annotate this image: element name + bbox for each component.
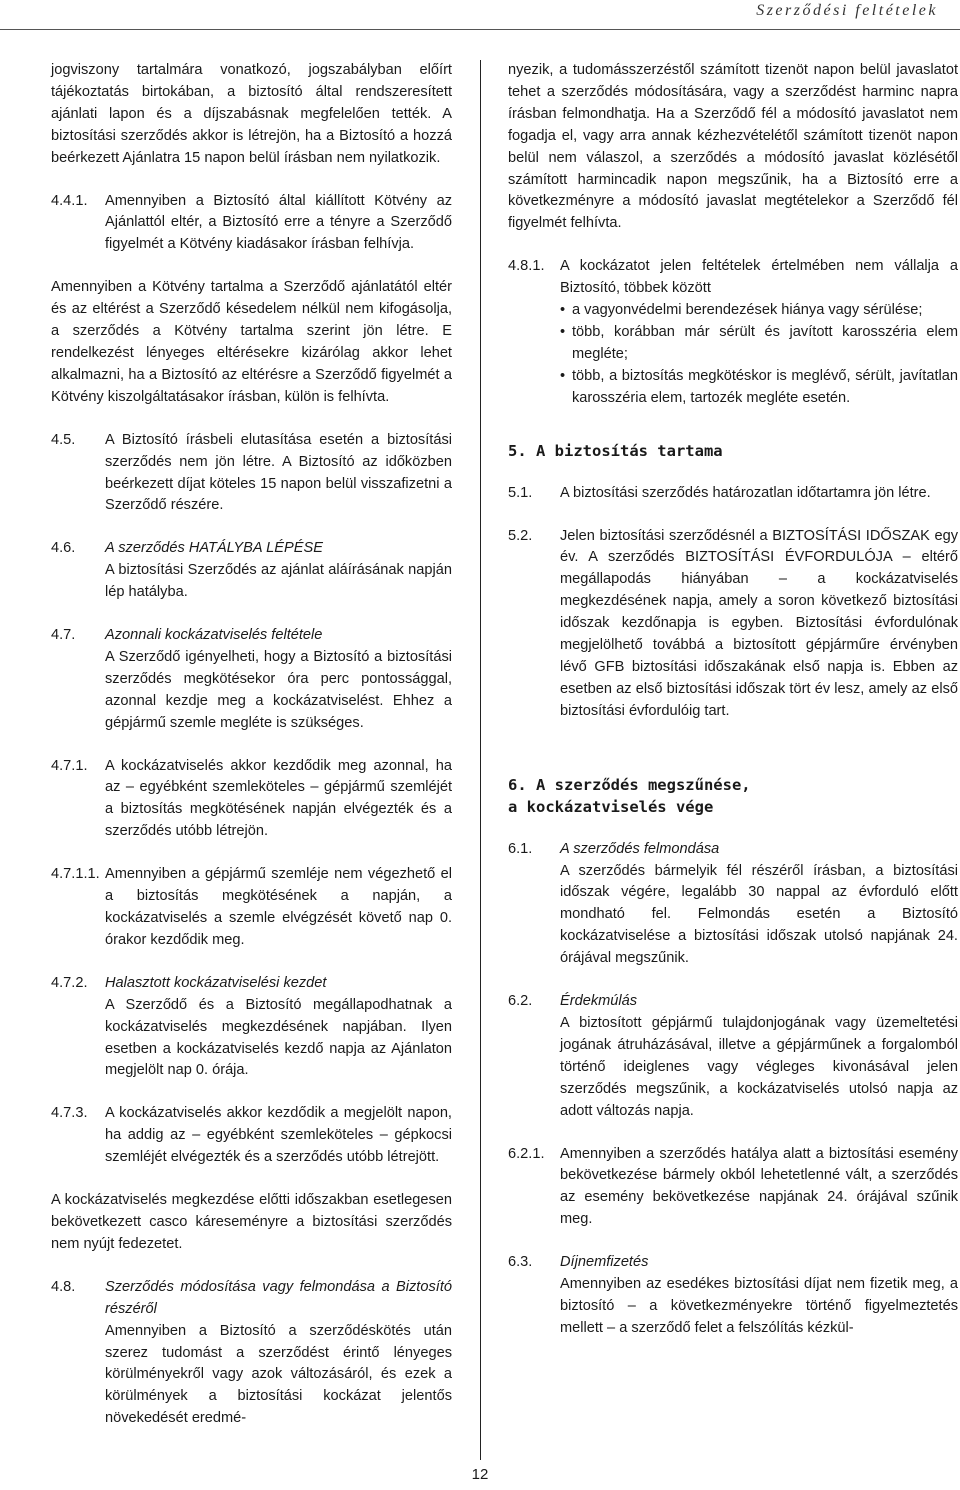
section-6-1 <box>508 839 958 970</box>
section-number: 4.7.1. <box>51 757 88 774</box>
section-title: Szerződés módosítása vagy felmondása a Biztosító részéről <box>105 1278 452 1317</box>
section-4-7-1 <box>51 756 452 844</box>
section-text: Amennyiben a szerződés hatálya alatt a biztosítási esemény bekövetkezése bármely okból lehetetlenné vált, a szerződés az esemény bekövetkezése napjának 24. órájával szűnik meg. <box>560 1145 958 1228</box>
section-text: A biztosított gépjármű tulajdonjogának vagy üzemeltetési jogának átruházásával, illetve a gépjárműnek a forgalomból történő ideiglenes vagy végleges kivonásával jelen szerződés megszűnik, a kockázatviselés utolsó napja az adott változás napja. <box>560 1015 958 1119</box>
column-divider <box>480 60 481 1460</box>
intro-paragraph: jogviszony tartalmára vonatkozó, jogszabályban előírt tájékoztatás birtokában, a biztosító által rendszeresített ajánlati lapon és a díjszabásnak megfelelően tették. A biztosítási szerződés akkor is létrejön, ha a Biztosító a hozzá beérkezett Ajánlatra 15 napon belül írásban nem nyilatkozik. <box>51 62 452 166</box>
header-rule <box>0 29 960 30</box>
section-4-8 <box>51 1277 452 1430</box>
left-column <box>51 60 452 1430</box>
section-6-3 <box>508 1252 958 1340</box>
section-title: Azonnali kockázatviselés feltétele <box>105 627 323 644</box>
section-text: A biztosítási szerződés határozatlan időtartamra jön létre. <box>560 484 931 501</box>
section-number: 4.7.3. <box>51 1105 88 1122</box>
section-text: Amennyiben az esedékes biztosítási díjat nem fizetik meg, a biztosító – a következményekre történő figyelmeztetés mellett – a szerződő felet a felszólítás kézkül- <box>560 1276 958 1336</box>
section-4-5 <box>51 430 452 518</box>
section-number: 4.5. <box>51 431 76 448</box>
section-4-6 <box>51 538 452 604</box>
section-number: 6.1. <box>508 840 533 857</box>
section-number: 5.1. <box>508 484 533 501</box>
running-header-title: Szerződési feltételek <box>756 2 938 19</box>
section-text: A kockázatviselés akkor kezdődik meg azonnal, ha az – egyébként szemleköteles – gépjármű szemléjét a biztosítás megkötésének napján elvégezték és a szerződés utóbb létrejön. <box>105 757 452 840</box>
section-4-7-3 <box>51 1103 452 1169</box>
section-text: A Szerződő igényelheti, hogy a Biztosító a biztosítási szerződés megkötésekor óra perc pontossággal, azonnal kezdje meg a kockázatviselést. Ehhez a gépjármű szemle megléte is szükséges. <box>105 648 452 731</box>
section-text: A Szerződő és a Biztosító megállapodhatnak a kockázatviselés megkezdésének napjában. Ilyen esetben a kockázatviselés kezdő napja az Ajánlaton megjelölt nap 0. órája. <box>105 996 452 1079</box>
section-4-7-2 <box>51 973 452 1083</box>
section-number: 6.2. <box>508 993 533 1010</box>
section-5-heading: 5. A biztosítás tartama <box>508 441 723 460</box>
section-text: A Biztosító írásbeli elutasítása esetén a biztosítási szerződés nem jön létre. A Biztosító az időközben beérkezett díjat köteles 15 napon belül visszafizetni a Szerződő részére. <box>105 431 452 514</box>
list-item: • több, korábban már sérült és javított karosszéria elem megléte; <box>560 322 958 366</box>
section-4-8-1 <box>508 256 958 409</box>
section-4-7-1-1 <box>51 864 452 952</box>
section-number: 4.6. <box>51 540 76 557</box>
section-4-4-1 <box>51 191 452 257</box>
section-number: 4.7. <box>51 627 76 644</box>
section-title: A szerződés felmondása <box>560 840 720 857</box>
section-text: Jelen biztosítási szerződésnél a BIZTOSÍTÁSI IDŐSZAK egy év. A szerződés BIZTOSÍTÁSI ÉVFORDULÓJA – eltérő megállapodás hiányában – a kockázatviselés megkezdésének napja, amely a soron következő biztosítási időszak kezdőnapja is egyben. Biztosítási évfordulónak megjelölhető továbbá a biztosított gépjárműre érvényben lévő GFB biztosítási időszakának első napja is. Ebben az esetben az első biztosítási időszak tört év lesz, amely az első biztosítási évfordulóig tart. <box>560 527 958 719</box>
list-item: • több, a biztosítás megkötéskor is meglévő, sérült, javítatlan karosszéria elem, tartozék megléte esetén. <box>560 366 958 410</box>
section-text: A szerződés bármelyik fél részéről írásban, a biztosítási időszak végére, legalább 30 nappal az évforduló előtt mondható fel. Felmondás esetén a Biztosító kockázatviselése a biztosítási időszak utolsó napjának 24. órájával megszűnik. <box>560 862 958 967</box>
section-text: A biztosítási Szerződés az ajánlat aláírásának napján lép hatályba. <box>105 562 452 601</box>
section-5-2 <box>508 526 958 723</box>
section-number: 4.8. <box>51 1278 76 1295</box>
section-title: A szerződés HATÁLYBA LÉPÉSE <box>105 540 323 557</box>
section-title: Díjnemfizetés <box>560 1254 649 1271</box>
section-4-7 <box>51 625 452 735</box>
exclusion-list <box>560 300 958 410</box>
section-6-2 <box>508 991 958 1122</box>
section-4-4-1-paragraph-2: Amennyiben a Kötvény tartalma a Szerződő ajánlatától eltér és az eltérést a Szerződő késedelem nélkül nem kifogásolja, a szerződés a Kötvény tartalma szerint jön létre. E rendelkezést lényeges eltérésekre kizárólag akkor lehet alkalmazni, ha a Biztosító az eltérésre a Szerződő figyelmét a Kötvény kiszolgáltatásakor írásban, külön is felhívta. <box>51 279 452 405</box>
section-6-heading-line-2: a kockázatviselés vége <box>508 797 714 816</box>
section-text: Amennyiben a Biztosító által kiállított Kötvény az Ajánlattól eltér, a Biztosító erre a tényre a Szerződő figyelmét a Kötvény kiadásakor írásban felhívja. <box>105 192 452 253</box>
section-text: A kockázatviselés akkor kezdődik a megjelölt napon, ha addig az – egyébként szemleköteles – gépkocsi szemléjét elvégezték és a szerződés utóbb létrejött. <box>105 1105 452 1166</box>
section-4-7-3-paragraph-2: A kockázatviselés megkezdése előtti időszakban esetlegesen bekövetkezett casco káreseményre a biztosítási szerződés nem nyújt fedezetet. <box>51 1192 452 1252</box>
section-number: 6.3. <box>508 1254 533 1271</box>
section-5-1 <box>508 483 958 505</box>
section-number: 5.2. <box>508 527 533 544</box>
section-number: 6.2.1. <box>508 1145 545 1162</box>
section-6-2-1 <box>508 1144 958 1232</box>
section-text: Amennyiben a gépjármű szemléje nem végezhető el a biztosítás megkötésének a napján, a kockázatviselés a szemle elvégzését követő nap 0. órakor kezdődik meg. <box>105 866 452 948</box>
section-number: 4.4.1. <box>51 192 88 209</box>
right-column <box>508 60 958 1340</box>
section-title: Halasztott kockázatviselési kezdet <box>105 974 327 991</box>
page-number: 12 <box>471 1466 489 1483</box>
section-number: 4.8.1. <box>508 258 545 275</box>
section-title: Érdekmúlás <box>560 993 638 1010</box>
continued-paragraph: nyezik, a tudomásszerzéstől számított tizenöt napon belül javaslatot tehet a szerződés módosítására, vagy a szerződést harminc napra írásban felmondhatja. Ha a Szerződő fél a módosító javaslatot nem fogadja el, vagy arra annak kézhezvételétől számított tizenöt napon belül nem válaszol, a szerződés a módosító javaslat közlésétől számított harmincadik napon megszűnik, ha a Biztosító erre a következményre a módosító javaslat megtételekor a Szerződő fél figyelmét felhívta. <box>508 62 958 232</box>
section-6-heading <box>508 774 958 818</box>
section-number: 4.7.2. <box>51 974 88 991</box>
section-number: 4.7.1.1. <box>51 866 100 883</box>
section-text: A kockázatot jelen feltételek értelmében nem vállalja a Biztosító, többek között <box>560 258 958 297</box>
section-6-heading-line-1: 6. A szerződés megszűnése, <box>508 775 751 794</box>
list-item: • a vagyonvédelmi berendezések hiánya vagy sérülése; <box>560 300 958 322</box>
section-text: Amennyiben a Biztosító a szerződéskötés után szerez tudomást a szerződést érintő lényeges körülményekről vagy azok változásáról, és ezek a körülmények a biztosítási kockázat jelentős növekedését eredmé- <box>105 1322 452 1427</box>
